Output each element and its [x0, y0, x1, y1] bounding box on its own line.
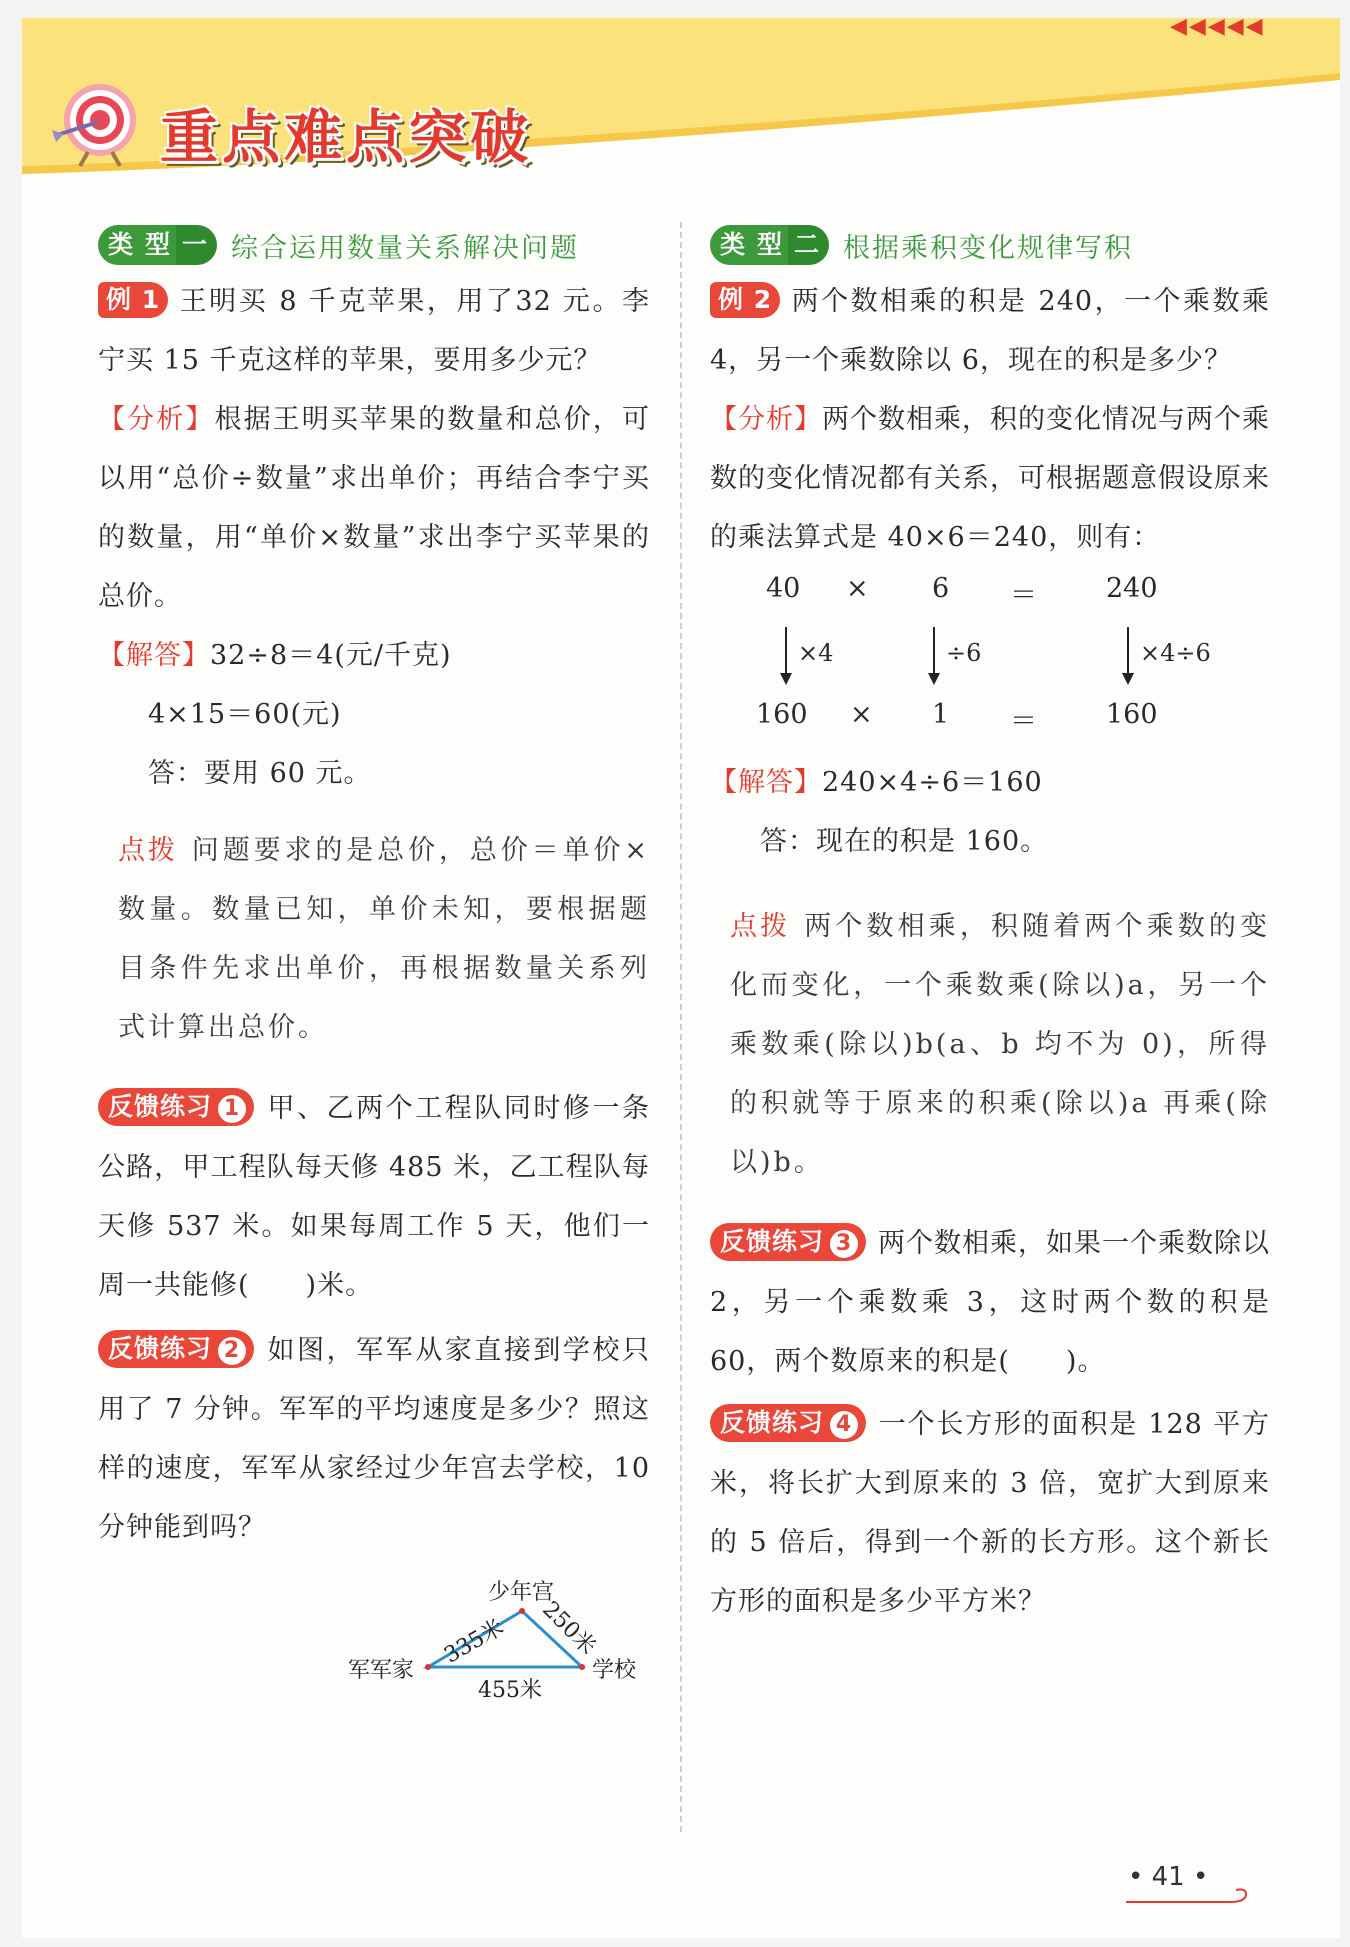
type-badge-char: 类 [98, 225, 139, 265]
example-1 [98, 272, 650, 390]
feedback-badge-label: 反馈练习 [108, 1334, 213, 1363]
left-column [98, 222, 650, 1707]
target-icon [50, 78, 140, 172]
type-heading-1 [98, 222, 650, 268]
diagram-change: ×4÷6 [1140, 639, 1211, 667]
type-badge-char: 二 [788, 225, 829, 265]
feedback-number: 1 [218, 1095, 246, 1123]
diagram-value: 40 [766, 573, 801, 604]
feedback-badge-label: 反馈练习 [720, 1408, 825, 1437]
feedback-badge [98, 1088, 254, 1126]
feedback-exercise-1 [98, 1079, 650, 1315]
feedback-badge-label: 反馈练习 [720, 1227, 825, 1256]
example-badge: 例 1 [98, 282, 168, 318]
example-text: 王明买 8 千克苹果，用了32 元。李宁买 15 千克这样的苹果，要用多少元？ [98, 286, 650, 376]
answer-line: 4×15＝60(元) [148, 699, 342, 730]
figure-side-bottom: 455米 [478, 1678, 542, 1703]
answer-label: 【解答】 [710, 767, 822, 798]
type-heading-2 [710, 222, 1270, 268]
feedback-text: 两个数相乘，如果一个乘数除以 2，另一个乘数乘 3，这时两个数的积是 60，两个数原来的积是( )。 [710, 1228, 1271, 1377]
feedback-exercise-4 [710, 1395, 1270, 1631]
column-divider [680, 222, 682, 1832]
diagram-value: 160 [756, 699, 808, 730]
feedback-number: 2 [218, 1337, 246, 1365]
feedback-text: 一个长方形的面积是 128 平方米，将长扩大到原来的 3 倍，宽扩大到原来的 5 倍后，得到一个新的长方形。这个新长方形的面积是多少平方米？ [710, 1409, 1270, 1617]
diagram-value: 1 [932, 699, 950, 730]
diagram-value: 240 [1106, 573, 1158, 604]
section-title: 重点难点突破 [160, 103, 533, 171]
tip-label: 点拨 [118, 835, 178, 866]
feedback-badge [710, 1223, 866, 1261]
figure-label-left: 军军家 [348, 1658, 415, 1683]
answer-line: 答：现在的积是 160。 [760, 826, 1049, 857]
diagram-operator: × [846, 573, 869, 604]
type-title: 根据乘积变化规律写积 [843, 232, 1134, 264]
analysis-1 [98, 390, 650, 626]
type-badge-char: 类 [710, 225, 751, 265]
tip-2 [730, 897, 1270, 1192]
figure-side-left: 335米 [440, 1614, 509, 1669]
page-number-underline [1120, 1880, 1260, 1910]
answer-label: 【解答】 [98, 640, 210, 671]
example-2 [710, 272, 1270, 390]
type-title: 综合运用数量关系解决问题 [231, 232, 580, 264]
diagram-value: 6 [932, 573, 950, 604]
diagram-operator: × [850, 699, 873, 730]
tip-1 [118, 821, 650, 1057]
diagram-operator: ＝ [1010, 706, 1037, 737]
diagram-operator: ＝ [1010, 580, 1037, 611]
right-column [710, 222, 1270, 1631]
route-triangle-figure [98, 1567, 650, 1707]
analysis-text: 根据王明买苹果的数量和总价，可以用“总价÷数量”求出单价；再结合李宁买的数量，用“单价×数量”求出李宁买苹果的总价。 [98, 404, 651, 612]
product-change-diagram [710, 567, 1270, 753]
answer-2 [710, 753, 1270, 812]
type-badge-char: 一 [176, 225, 217, 265]
feedback-text: 如图，军军从家直接到学校只用了 7 分钟。军军的平均速度是多少？照这样的速度，军军从家经过少年宫去学校，10 分钟能到吗？ [98, 1335, 650, 1543]
diagram-change: ×4 [798, 639, 834, 667]
tip-text: 问题要求的是总价，总价＝单价×数量。数量已知，单价未知，要根据题目条件先求出单价，再根据数量关系列式计算出总价。 [118, 835, 650, 1043]
feedback-badge-label: 反馈练习 [108, 1092, 213, 1121]
feedback-badge [98, 1330, 254, 1368]
feedback-exercise-3 [710, 1214, 1270, 1391]
answer-line: 答：要用 60 元。 [148, 758, 372, 789]
analysis-text: 两个数相乘，积的变化情况与两个乘数的变化情况都有关系，可根据题意假设原来的乘法算式是 40×6＝240，则有： [710, 404, 1270, 553]
tip-label: 点拨 [730, 911, 791, 942]
example-text: 两个数相乘的积是 240，一个乘数乘 4，另一个乘数除以 6，现在的积是多少？ [710, 286, 1270, 376]
feedback-number: 4 [830, 1411, 858, 1439]
decorative-arrows: ◀◀◀◀◀ [1170, 14, 1265, 39]
analysis-label: 【分析】 [710, 404, 822, 435]
analysis-2 [710, 390, 1270, 567]
type-badge-char: 型 [751, 225, 788, 265]
answer-1 [98, 626, 650, 685]
type-badge-char: 型 [139, 225, 176, 265]
type-badge [98, 225, 217, 265]
feedback-text: 甲、乙两个工程队同时修一条公路，甲工程队每天修 485 米，乙工程队每天修 537 米。如果每周工作 5 天，他们一周一共能修( )米。 [98, 1093, 650, 1301]
diagram-change: ÷6 [946, 639, 982, 667]
example-badge: 例 2 [710, 282, 780, 318]
figure-label-top: 少年宫 [488, 1580, 555, 1605]
figure-side-right: 250米 [537, 1596, 601, 1660]
page-number: • 41 • [1128, 1862, 1209, 1892]
feedback-number: 3 [830, 1230, 858, 1258]
tip-text: 两个数相乘，积随着两个乘数的变化而变化，一个乘数乘(除以)a，另一个乘数乘(除以)b(a、b 均不为 0)，所得的积就等于原来的积乘(除以)a 再乘(除以)b。 [730, 911, 1270, 1178]
feedback-badge [710, 1404, 866, 1442]
analysis-label: 【分析】 [98, 404, 215, 435]
type-badge [710, 225, 829, 265]
figure-label-right: 学校 [592, 1658, 637, 1683]
diagram-value: 160 [1106, 699, 1158, 730]
answer-line: 32÷8＝4(元/千克) [210, 640, 452, 671]
feedback-exercise-2 [98, 1321, 650, 1557]
answer-line: 240×4÷6＝160 [822, 767, 1043, 798]
